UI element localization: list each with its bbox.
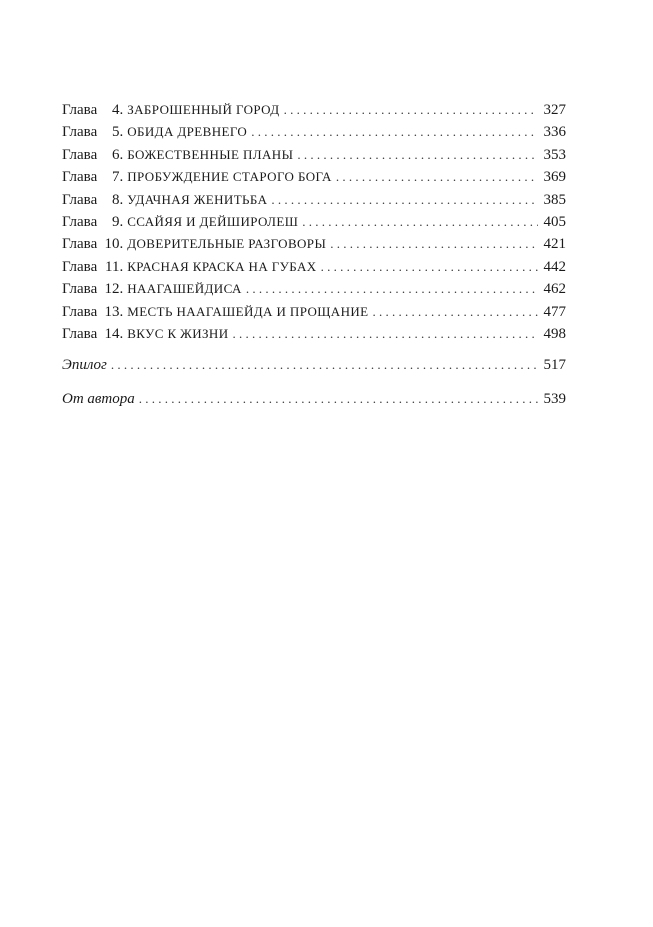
page-number: 327 (543, 102, 566, 118)
toc-entry-chapter-11 (62, 256, 566, 278)
dot-leader (271, 189, 537, 211)
chapter-number: 8. (111, 191, 124, 208)
page-number: 421 (543, 236, 566, 253)
page-number: 385 (543, 191, 566, 208)
from-author-label: От автора (62, 390, 135, 407)
chapter-number: 9. (111, 213, 124, 230)
dot-leader (284, 99, 538, 121)
page-number: 442 (543, 258, 566, 275)
dot-leader (330, 233, 537, 255)
chapter-prefix: Глава (62, 124, 98, 141)
chapter-prefix: Глава (62, 191, 98, 208)
chapter-number: 11. (105, 258, 124, 275)
page-number: 498 (543, 325, 566, 342)
chapter-title: ССАЙЯЯ И ДЕЙШИРОЛЕШ (127, 213, 299, 229)
chapter-title: НААГАШЕЙДИСА (127, 281, 242, 297)
toc-entry-from-author (62, 388, 566, 410)
toc-entry-chapter-8 (62, 189, 566, 211)
toc-entry-chapter-4 (62, 99, 566, 121)
page-number: 462 (543, 281, 566, 298)
page-number: 336 (543, 124, 566, 141)
chapter-number: 14. (104, 325, 124, 342)
toc-entry-chapter-12 (62, 278, 566, 300)
chapter-prefix: Глава (62, 236, 98, 253)
chapter-number: 12. (104, 281, 124, 298)
chapter-number: 4. (111, 102, 124, 118)
chapter-prefix: Глава (62, 303, 98, 320)
chapter-prefix: Глава (62, 102, 98, 118)
page-number: 539 (543, 390, 566, 407)
chapter-number: 13. (104, 303, 124, 320)
chapter-prefix: Глава (62, 146, 98, 163)
chapter-number: 6. (111, 146, 124, 163)
dot-leader (297, 144, 537, 166)
chapter-title: ПРОБУЖДЕНИЕ СТАРОГО БОГА (127, 169, 332, 185)
page-number: 369 (543, 169, 566, 186)
page-number: 477 (543, 303, 566, 320)
section-gap (62, 345, 566, 354)
chapter-prefix: Глава (62, 325, 98, 342)
chapter-title: УДАЧНАЯ ЖЕНИТЬБА (127, 191, 268, 207)
dot-leader (336, 166, 538, 188)
toc-entry-chapter-10 (62, 233, 566, 255)
dot-leader (321, 256, 538, 278)
table-of-contents (62, 99, 566, 410)
toc-entry-chapter-7 (62, 166, 566, 188)
chapter-title: КРАСНАЯ КРАСКА НА ГУБАХ (127, 258, 317, 274)
chapter-title: БОЖЕСТВЕННЫЕ ПЛАНЫ (127, 146, 294, 162)
dot-leader (111, 354, 538, 376)
toc-entry-chapter-9 (62, 211, 566, 233)
dot-leader (233, 323, 538, 345)
chapter-number: 10. (104, 236, 124, 253)
chapter-title: МЕСТЬ НААГАШЕЙДА И ПРОЩАНИЕ (127, 303, 369, 319)
chapter-title: ВКУС К ЖИЗНИ (127, 325, 229, 341)
chapter-prefix: Глава (62, 258, 98, 275)
dot-leader (139, 388, 538, 410)
page-number: 405 (543, 213, 566, 230)
toc-entry-epilogue (62, 354, 566, 376)
chapter-number: 7. (111, 169, 124, 186)
dot-leader (246, 278, 538, 300)
chapter-prefix: Глава (62, 169, 98, 186)
chapter-title: ОБИДА ДРЕВНЕГО (127, 124, 248, 140)
epilogue-label: Эпилог (62, 357, 107, 374)
dot-leader (302, 211, 537, 233)
chapter-prefix: Глава (62, 281, 98, 298)
toc-entry-chapter-6 (62, 144, 566, 166)
page-number: 353 (543, 146, 566, 163)
chapter-title: ЗАБРОШЕННЫЙ ГОРОД (127, 102, 280, 117)
chapter-prefix: Глава (62, 213, 98, 230)
toc-entry-chapter-14 (62, 323, 566, 345)
dot-leader (373, 301, 538, 323)
toc-entry-chapter-13 (62, 301, 566, 323)
dot-leader (251, 121, 537, 143)
chapter-title: ДОВЕРИТЕЛЬНЫЕ РАЗГОВОРЫ (127, 236, 327, 252)
chapter-number: 5. (111, 124, 124, 141)
page-number: 517 (543, 357, 566, 374)
toc-entry-chapter-5 (62, 121, 566, 143)
